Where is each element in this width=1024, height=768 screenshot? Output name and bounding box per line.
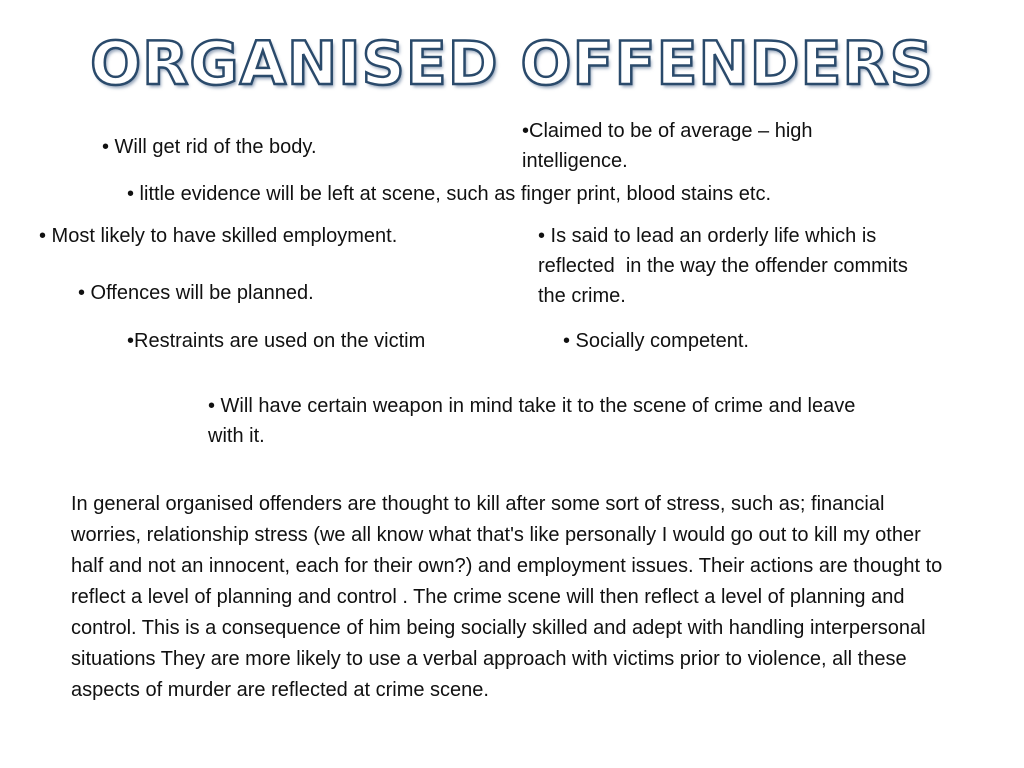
bullet-orderly: • Is said to lead an orderly life which is reflected in the way the offender commits the crime. — [538, 225, 914, 307]
bullet-weapon: • Will have certain weapon in mind take it to the scene of crime and leave with it. — [208, 395, 861, 447]
bullet-evidence: • little evidence will be left at scene, such as finger print, blood stains etc. — [127, 183, 772, 205]
bullet-socially: • Socially competent. — [563, 330, 749, 352]
slide-title: ORGANISED OFFENDERS — [90, 29, 934, 99]
summary-paragraph: In general organised offenders are thought to kill after some sort of stress, such as; financial worries, relationship stress (we all know what that's like personally I would go out to kill my other half and not an innocent, each for their own?) and employment issues. Their actions are thought to reflect a level of planning and control . The crime scene will then reflect a level of planning and control. This is a consequence of him being socially skilled and adept with handling interpersonal situations They are more likely to use a verbal approach with victims prior to violence, all these aspects of murder are reflected at crime scene. — [71, 493, 943, 701]
bullet-planned: • Offences will be planned. — [78, 282, 314, 304]
bullet-body: • Will get rid of the body. — [102, 136, 317, 158]
bullet-employment: • Most likely to have skilled employment. — [39, 225, 398, 247]
bullet-intelligence: •Claimed to be of average – high intelligence. — [522, 120, 819, 172]
bullet-restraints: •Restraints are used on the victim — [127, 330, 426, 352]
